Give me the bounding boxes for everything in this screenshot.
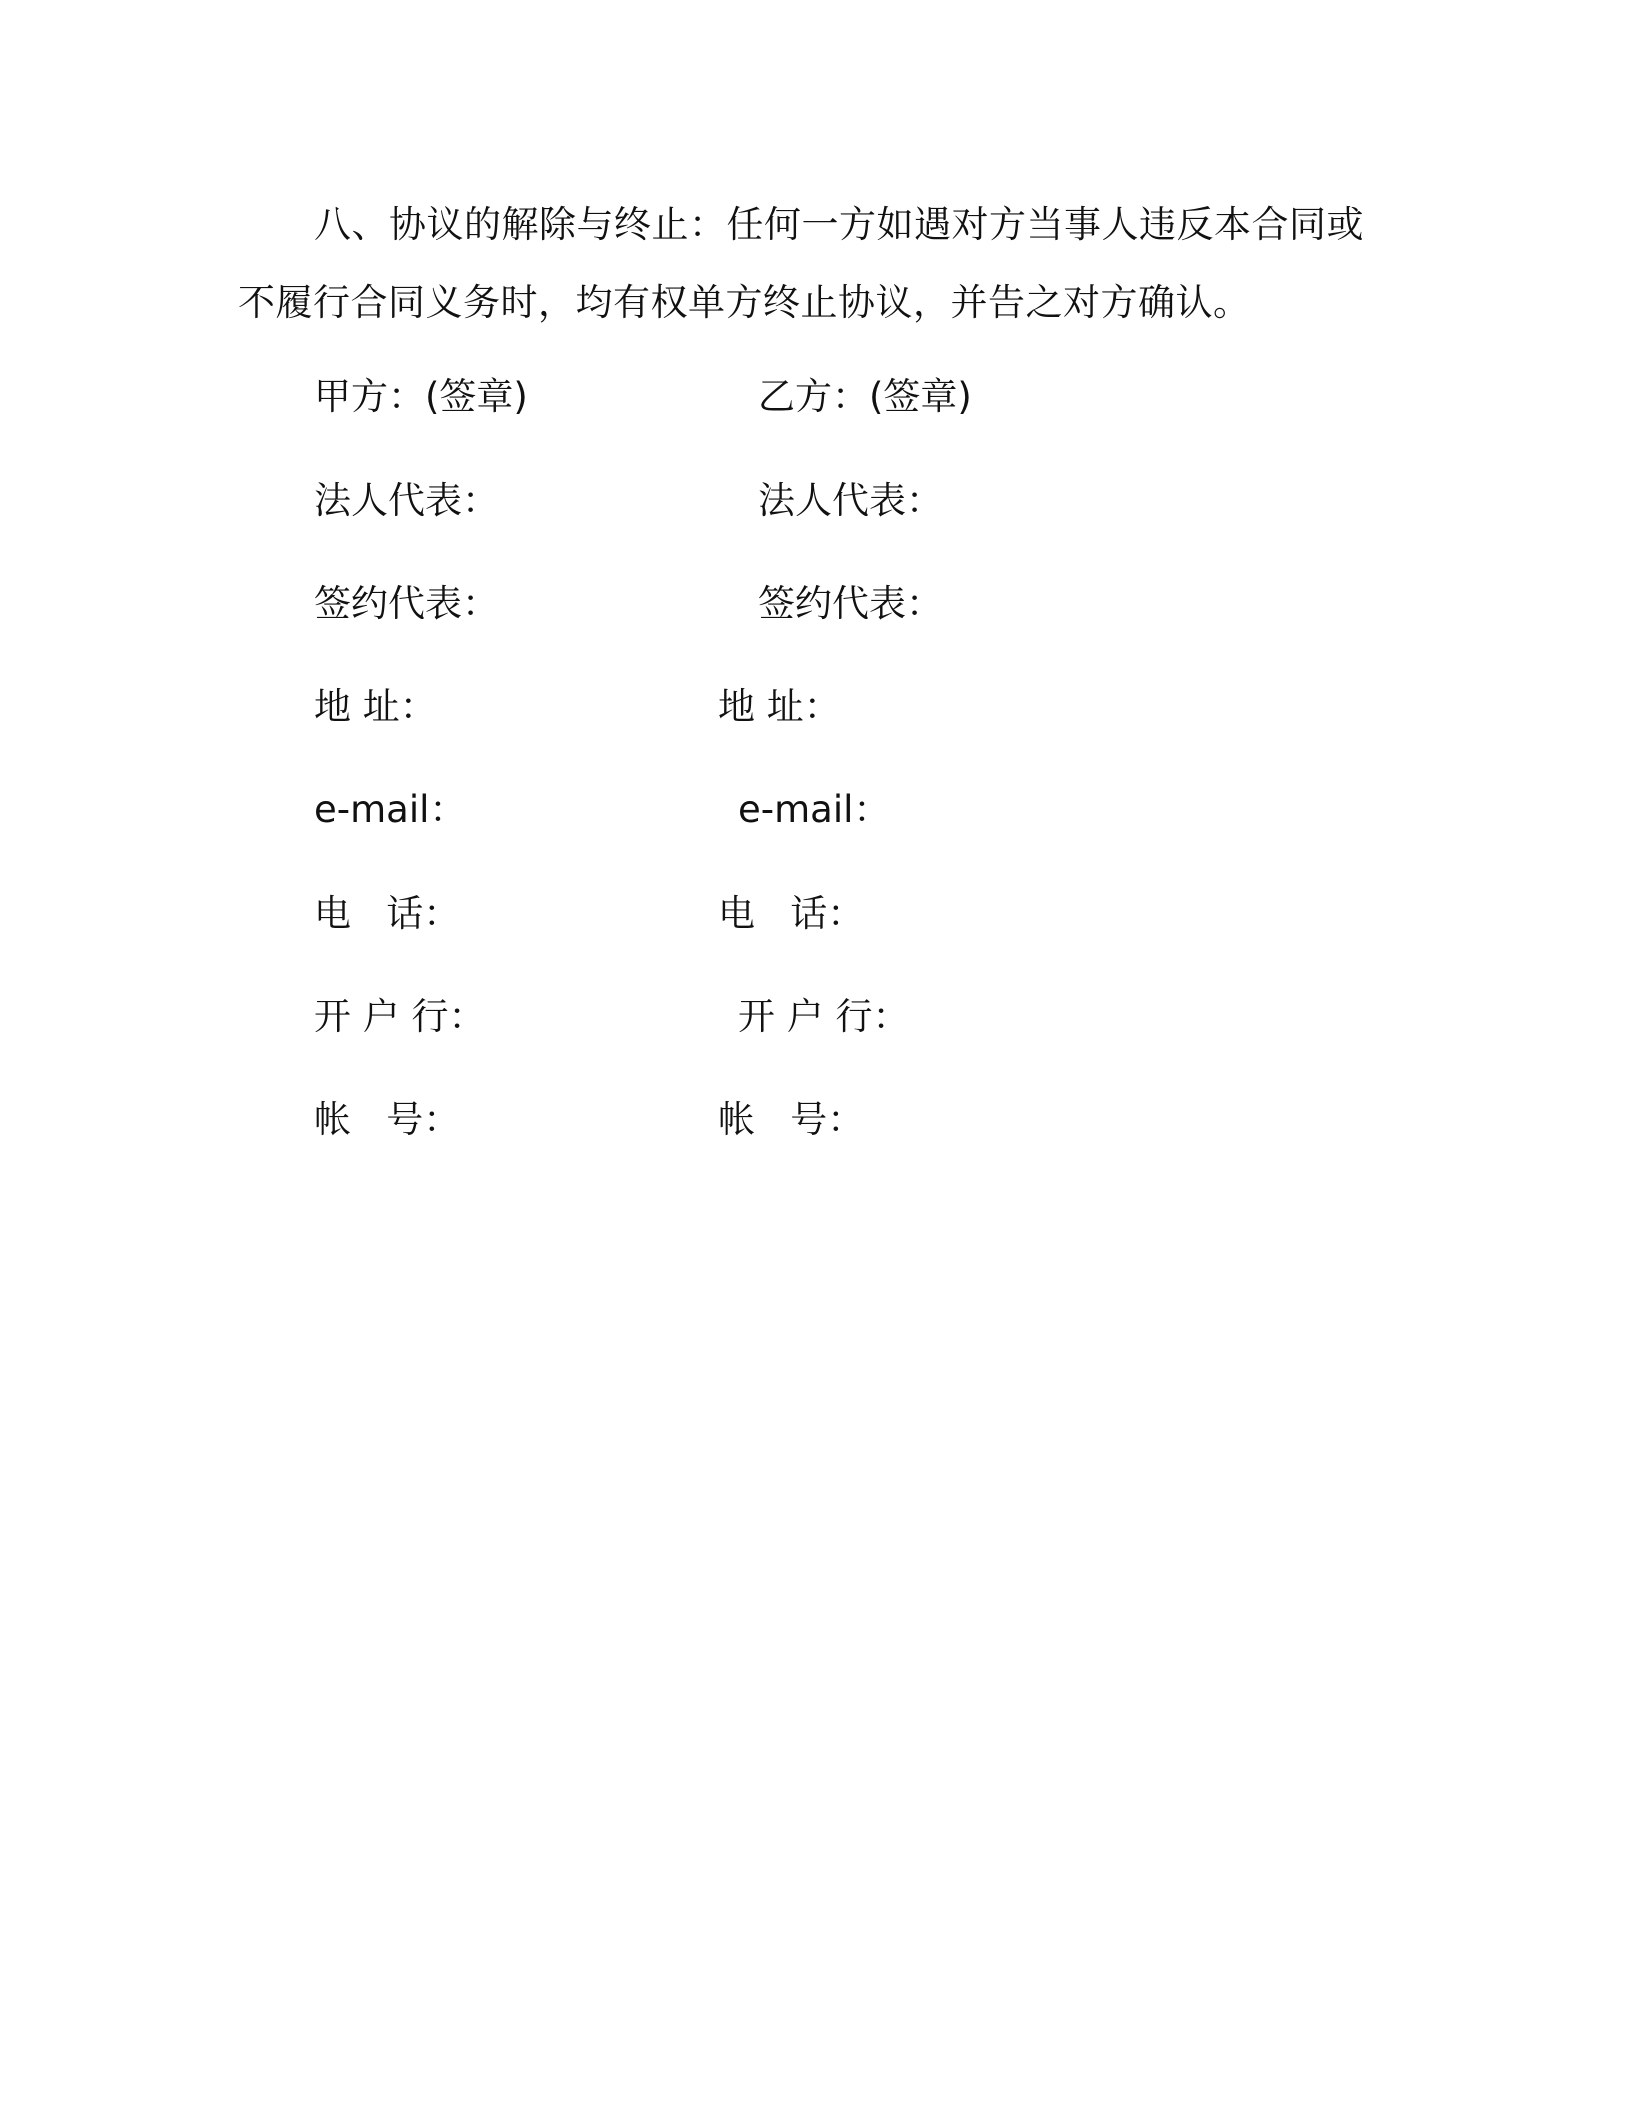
party-b-account: 帐 号： — [718, 1098, 865, 1141]
party-b-signing-rep: 签约代表： — [758, 582, 943, 625]
party-b-legal-rep: 法人代表： — [758, 479, 943, 522]
party-b-email: e-mail： — [738, 788, 891, 831]
party-b-seal: 乙方：(签章) — [758, 375, 972, 418]
clause-line-1: 八、协议的解除与终止：任何一方如遇对方当事人违反本合同或 — [314, 203, 1364, 246]
party-a-address: 地 址： — [314, 685, 437, 728]
party-b-bank: 开 户 行： — [738, 995, 910, 1038]
party-b-phone: 电 话： — [718, 892, 865, 935]
party-a-bank: 开 户 行： — [314, 995, 486, 1038]
party-a-seal: 甲方：(签章) — [314, 375, 528, 418]
termination-clause — [238, 186, 1388, 342]
party-a-email: e-mail： — [314, 788, 467, 831]
clause-line-2: 不履行合同义务时，均有权单方终止协议，并告之对方确认。 — [238, 281, 1251, 324]
party-b-address: 地 址： — [718, 685, 841, 728]
party-a-signing-rep: 签约代表： — [314, 582, 499, 625]
party-a-account: 帐 号： — [314, 1098, 461, 1141]
party-a-phone: 电 话： — [314, 892, 461, 935]
party-a-legal-rep: 法人代表： — [314, 479, 499, 522]
